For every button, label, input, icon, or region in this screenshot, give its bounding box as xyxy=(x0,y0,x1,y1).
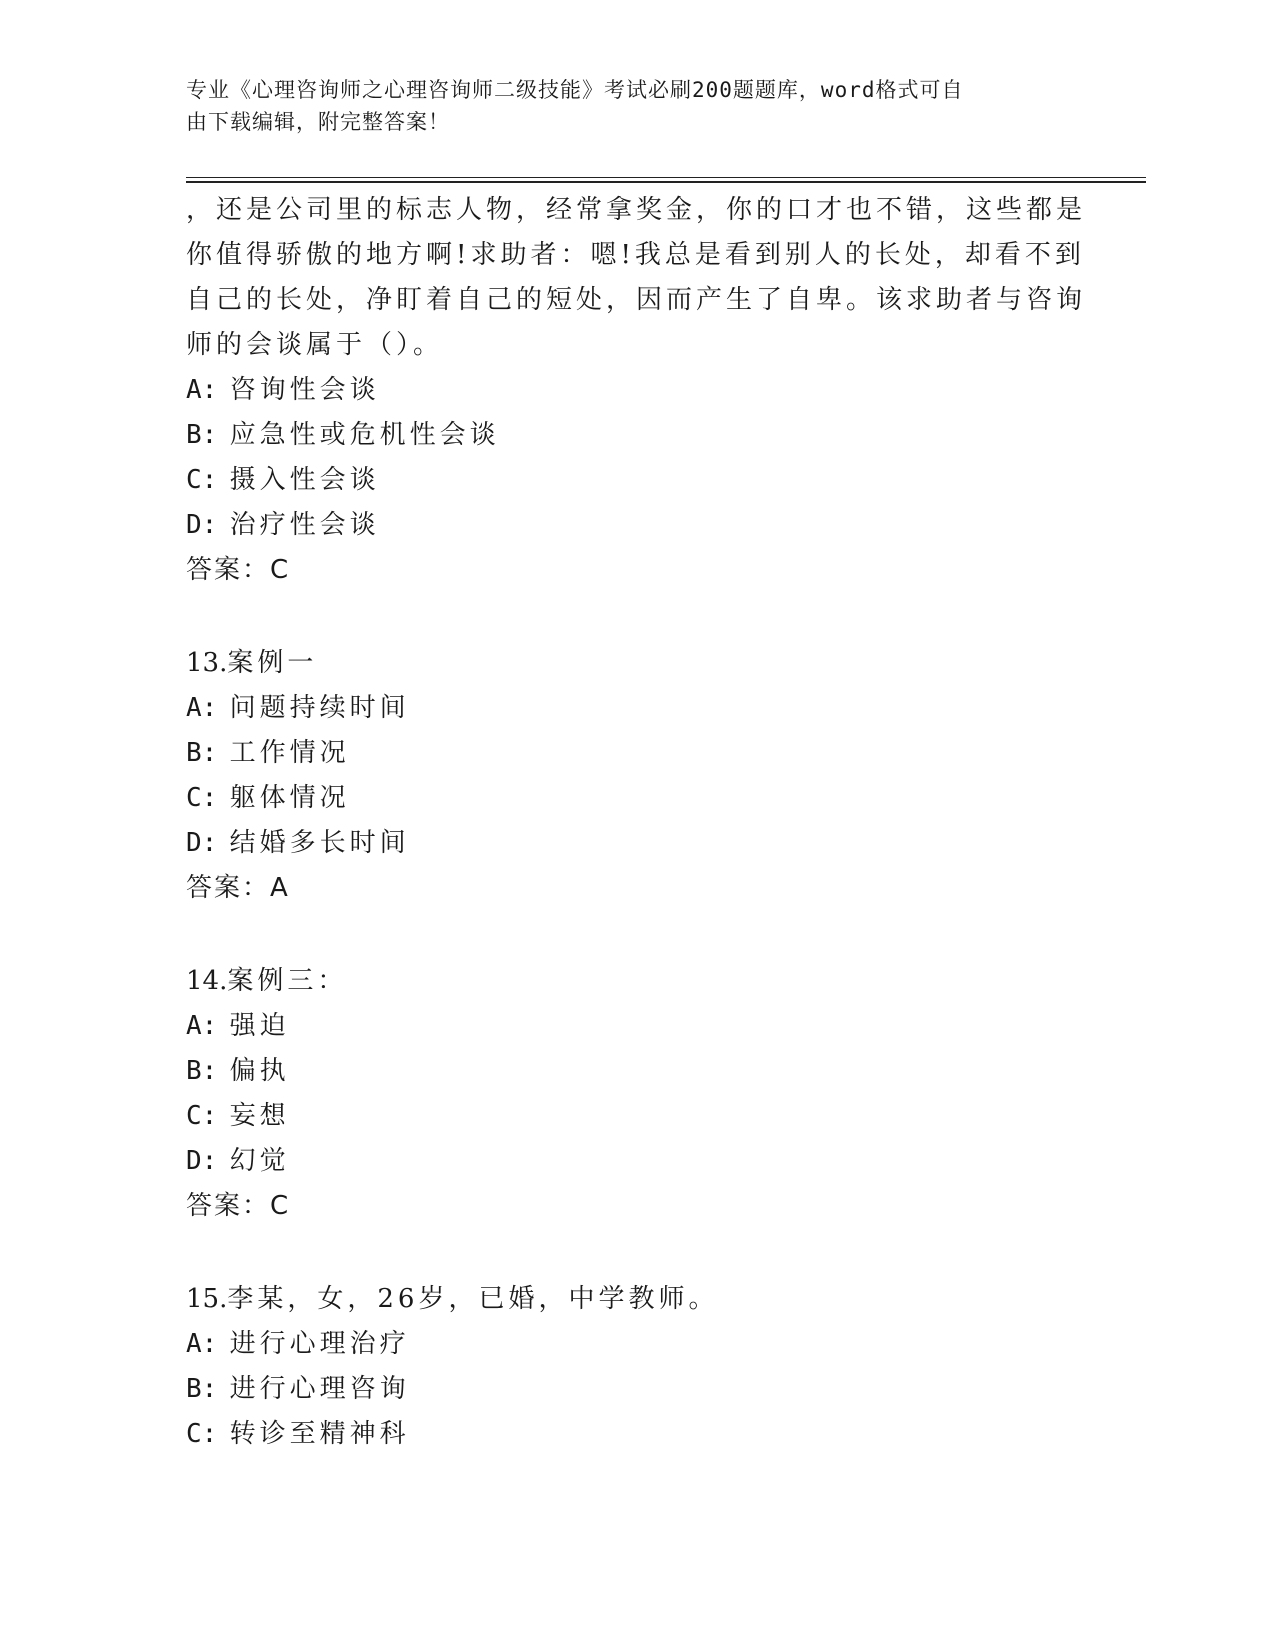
option-text: 转诊至精神科 xyxy=(229,1419,410,1449)
question-number: 14. xyxy=(186,966,228,996)
question-stem-line: ，还是公司里的标志人物，经常拿奖金，你的口才也不错，这些都是 xyxy=(186,195,1087,225)
question-text: 李某，女，26岁，已婚，中学教师。 xyxy=(227,1284,719,1314)
option-key: D: xyxy=(186,1146,218,1176)
question-13 xyxy=(186,641,1066,911)
option-key: A: xyxy=(186,375,218,405)
option-b xyxy=(186,1049,1066,1094)
option-key: C: xyxy=(186,1101,218,1131)
option-text: 妄想 xyxy=(229,1101,290,1131)
option-b xyxy=(186,731,1066,776)
header-line-1: 专业《心理咨询师之心理咨询师二级技能》考试必刷200题题库，word格式可自 xyxy=(186,78,964,102)
option-key: A: xyxy=(186,693,218,723)
option-text: 摄入性会谈 xyxy=(229,465,380,495)
question-15 xyxy=(186,1277,1066,1457)
spacer xyxy=(186,1229,1066,1277)
option-key: A: xyxy=(186,1011,218,1041)
option-key: C: xyxy=(186,1419,218,1449)
option-text: 应急性或危机性会谈 xyxy=(229,420,500,450)
question-12-continuation xyxy=(186,188,1087,593)
option-key: C: xyxy=(186,465,218,495)
option-a xyxy=(186,1004,1066,1049)
question-stem xyxy=(186,641,1066,686)
question-number: 15. xyxy=(186,1284,228,1314)
spacer xyxy=(186,593,1066,641)
question-stem-line: 师的会谈属于（）。 xyxy=(186,330,444,360)
option-text: 偏执 xyxy=(229,1056,290,1086)
option-text: 问题持续时间 xyxy=(229,693,410,723)
option-key: D: xyxy=(186,828,218,858)
option-c xyxy=(186,776,1066,821)
header-divider-thick xyxy=(186,181,1146,183)
option-text: 强迫 xyxy=(229,1011,290,1041)
option-key: B: xyxy=(186,420,218,450)
question-text: 案例一 xyxy=(227,648,318,678)
option-text: 幻觉 xyxy=(229,1146,290,1176)
option-text: 咨询性会谈 xyxy=(229,375,380,405)
option-a xyxy=(186,368,1066,413)
option-c xyxy=(186,1412,1066,1457)
option-a xyxy=(186,1322,1066,1367)
question-text: 案例三： xyxy=(227,966,348,996)
spacer xyxy=(186,911,1066,959)
option-d xyxy=(186,503,1066,548)
option-b xyxy=(186,413,1066,458)
option-c xyxy=(186,1094,1066,1139)
answer-label: 答案：A xyxy=(186,873,290,903)
question-stem-line: 你值得骄傲的地方啊!求助者：嗯!我总是看到别人的长处，却看不到 xyxy=(186,240,1085,270)
option-key: D: xyxy=(186,510,218,540)
option-text: 躯体情况 xyxy=(229,783,350,813)
option-c xyxy=(186,458,1066,503)
question-stem xyxy=(186,1277,1066,1322)
option-text: 治疗性会谈 xyxy=(229,510,380,540)
document-header xyxy=(186,74,1066,138)
option-d xyxy=(186,1139,1066,1184)
option-d xyxy=(186,821,1066,866)
question-number: 13. xyxy=(186,648,228,678)
answer-label: 答案：C xyxy=(186,1191,291,1221)
option-text: 进行心理咨询 xyxy=(229,1374,410,1404)
option-a xyxy=(186,686,1066,731)
question-content xyxy=(186,188,1087,1457)
question-14 xyxy=(186,959,1066,1229)
option-text: 工作情况 xyxy=(229,738,350,768)
option-key: B: xyxy=(186,738,218,768)
option-key: A: xyxy=(186,1329,218,1359)
option-text: 进行心理治疗 xyxy=(229,1329,410,1359)
answer-label: 答案：C xyxy=(186,555,291,585)
option-key: B: xyxy=(186,1056,218,1086)
header-divider-thin xyxy=(186,177,1146,178)
option-key: C: xyxy=(186,783,218,813)
option-key: B: xyxy=(186,1374,218,1404)
option-b xyxy=(186,1367,1066,1412)
question-stem xyxy=(186,959,1066,1004)
question-stem-line: 自己的长处，净盯着自己的短处，因而产生了自卑。该求助者与咨询 xyxy=(186,285,1087,315)
header-line-2: 由下载编辑，附完整答案！ xyxy=(186,110,450,134)
option-text: 结婚多长时间 xyxy=(229,828,410,858)
